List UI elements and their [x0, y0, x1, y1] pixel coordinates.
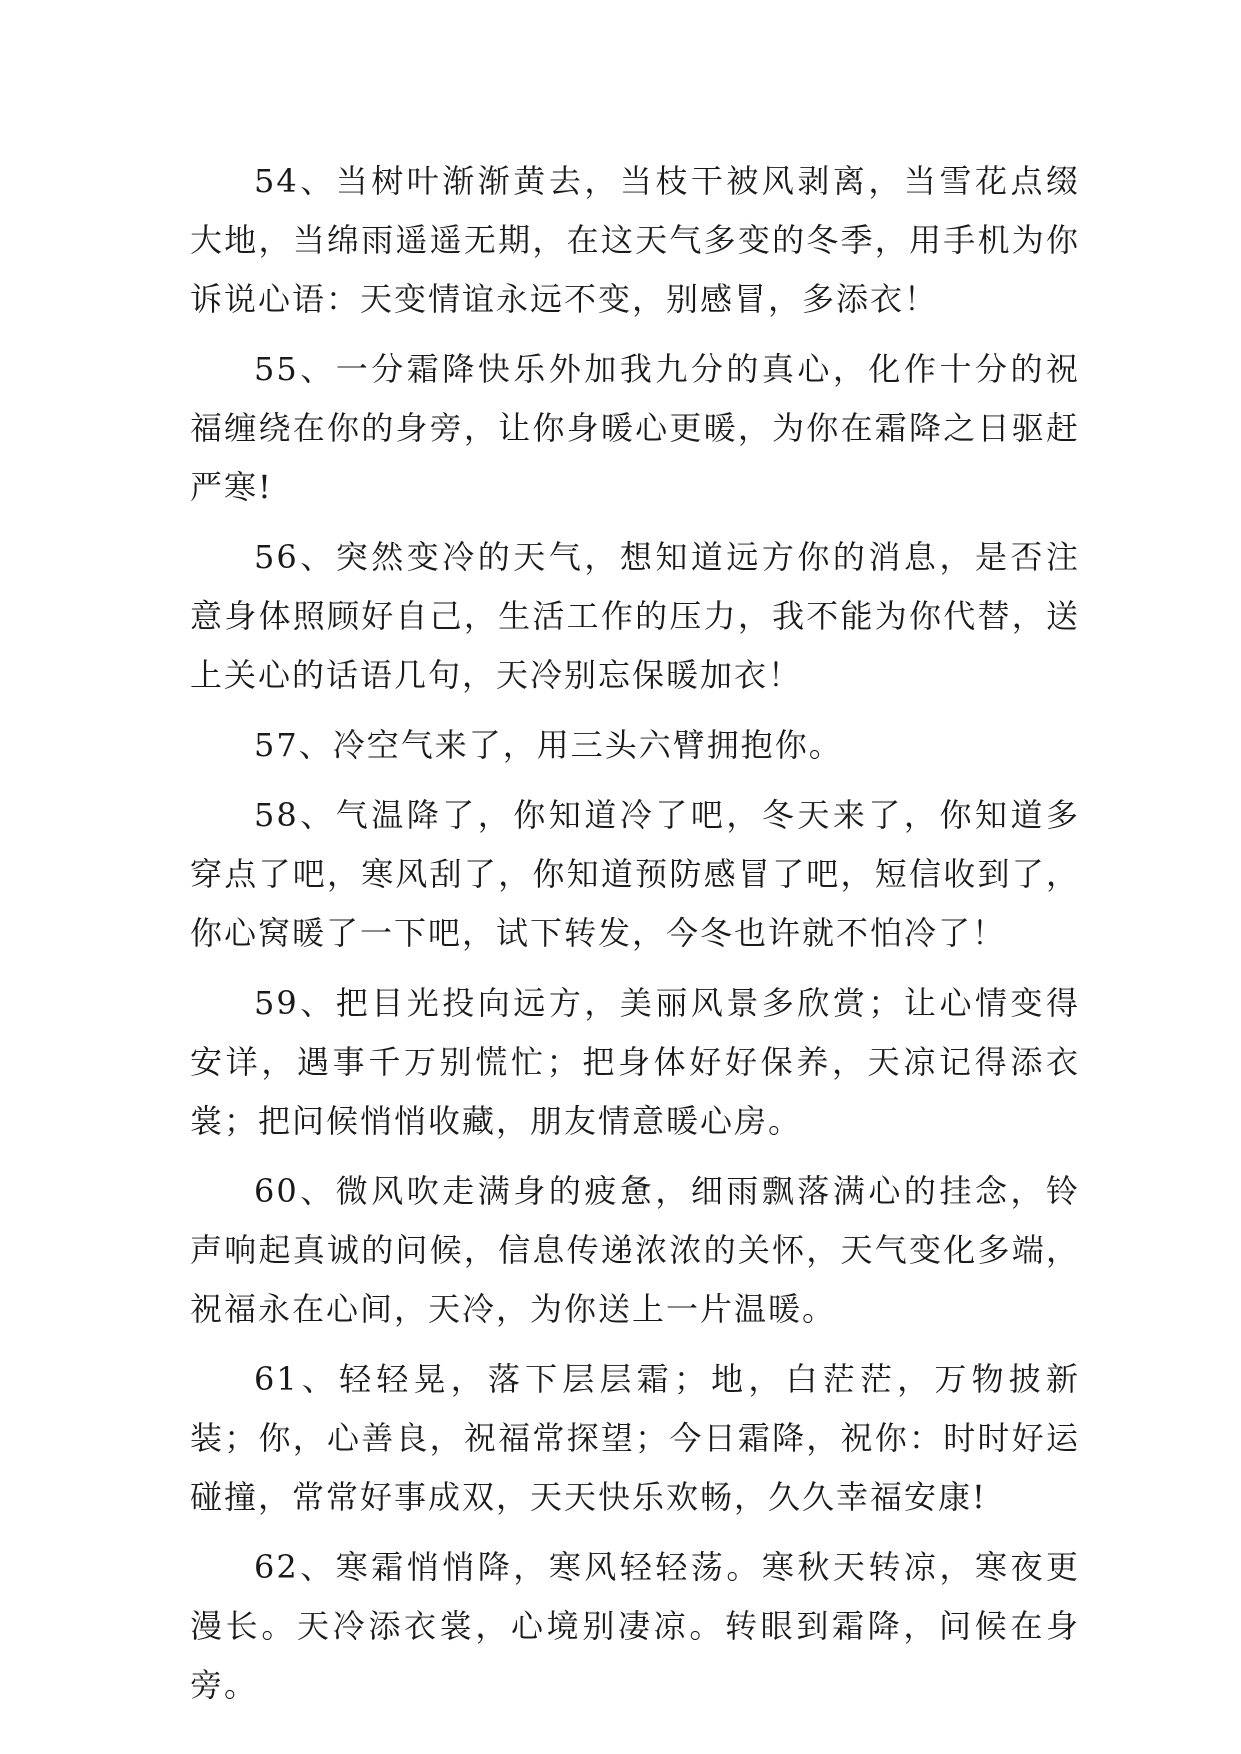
paragraph-54: 54、当树叶渐渐黄去，当枝干被风剥离，当雪花点缀大地，当绵雨遥遥无期，在这天气多变的冬季，用手机为你诉说心语：天变情谊永远不变，别感冒，多添衣！: [190, 162, 1080, 318]
paragraph-58: 58、气温降了，你知道冷了吧，冬天来了，你知道多穿点了吧，寒风刮了，你知道预防感冒了吧，短信收到了，你心窝暖了一下吧，试下转发，今冬也许就不怕冷了！: [190, 796, 1080, 952]
paragraph-60: 60、微风吹走满身的疲惫，细雨飘落满心的挂念，铃声响起真诚的问候，信息传递浓浓的关怀，天气变化多端，祝福永在心间，天冷，为你送上一片温暖。: [190, 1172, 1080, 1328]
paragraph-61: 61、轻轻晃，落下层层霜；地，白茫茫，万物披新装；你，心善良，祝福常探望；今日霜降，祝你：时时好运碰撞，常常好事成双，天天快乐欢畅，久久幸福安康!: [190, 1360, 1080, 1516]
paragraph-56: 56、突然变冷的天气，想知道远方你的消息，是否注意身体照顾好自己，生活工作的压力，我不能为你代替，送上关心的话语几句，天冷别忘保暖加衣！: [190, 538, 1080, 694]
paragraph-55: 55、一分霜降快乐外加我九分的真心，化作十分的祝福缠绕在你的身旁，让你身暖心更暖，为你在霜降之日驱赶严寒!: [190, 350, 1080, 506]
paragraph-57: 57、冷空气来了，用三头六臂拥抱你。: [254, 726, 843, 764]
document-body: [190, 152, 1080, 1726]
paragraph-59: 59、把目光投向远方，美丽风景多欣赏；让心情变得安详，遇事千万别慌忙；把身体好好保养，天凉记得添衣裳；把问候悄悄收藏，朋友情意暖心房。: [190, 984, 1080, 1140]
paragraph-62: 62、寒霜悄悄降，寒风轻轻荡。寒秋天转凉，寒夜更漫长。天冷添衣裳，心境别凄凉。转眼到霜降，问候在身旁。: [190, 1548, 1080, 1704]
